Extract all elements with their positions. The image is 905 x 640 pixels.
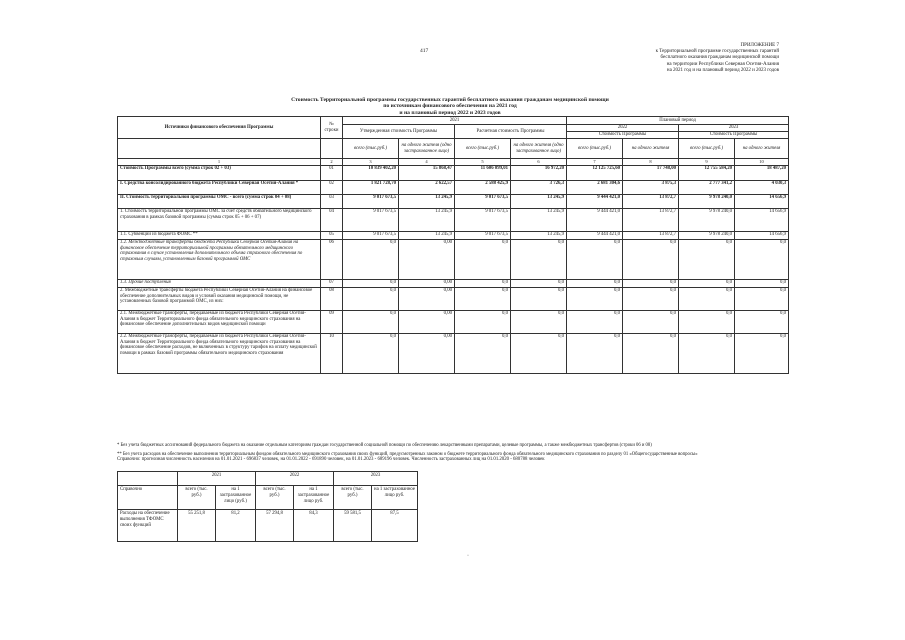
column-number: 9 <box>679 159 735 166</box>
cell-value: 0,0 <box>511 239 567 279</box>
cell-value: 0,0 <box>455 279 511 287</box>
cell-value: 9 017 673,5 <box>343 194 399 208</box>
header-year-2021: 2021 <box>343 117 567 125</box>
appendix-line: на 2021 год и на плановый период 2022 и 2023 годов <box>666 67 779 73</box>
ref-value: 81,2 <box>216 510 256 542</box>
row-code: 06 <box>321 239 343 279</box>
cell-value: 9 444 421,0 <box>567 194 623 208</box>
row-label: I. Средства консолидированного бюджета Республики Северная Осетия-Алания * <box>118 180 321 194</box>
cell-value: 3 726,3 <box>511 180 567 194</box>
header-year-2023: 2023 <box>679 125 789 132</box>
cell-value: 0,0 <box>623 239 679 279</box>
cell-value: 13 245,9 <box>511 231 567 239</box>
cell-value: 12 755 584,20 <box>679 165 735 180</box>
cell-value: 0,0 <box>735 333 789 373</box>
header-total: всего (тыс.руб.) <box>567 139 623 159</box>
header-per-capita: на одного жителя <box>623 139 679 159</box>
stray-dot: · <box>467 553 469 559</box>
cell-value: 9 978 240,0 <box>679 231 735 239</box>
cell-value: 4 030,3 <box>735 180 789 194</box>
cell-value: 14 656,9 <box>735 231 789 239</box>
page-number: 417 <box>420 48 429 54</box>
header-calc-cost: Расчетная стоимость Программы <box>455 125 567 139</box>
cell-value: 0,0 <box>679 310 735 333</box>
title-line: по источникам финансового обеспечения на 2021 год <box>383 103 517 110</box>
header-total: всего (тыс.руб.) <box>679 139 735 159</box>
cell-value: 10 839 402,20 <box>343 165 399 180</box>
cell-value: 0,0 <box>623 310 679 333</box>
row-code: 10 <box>321 333 343 373</box>
header-total: всего (тыс.руб.) <box>455 139 511 159</box>
ref-year: 2023 <box>334 472 418 486</box>
ref-col-total: всего (тыс. руб.) <box>334 486 372 510</box>
header-program-cost-2022: Стоимость Программы <box>567 132 679 139</box>
cell-value: 0,0 <box>343 279 399 287</box>
cell-value: 0,0 <box>455 287 511 310</box>
cell-value: 9 017 673,5 <box>343 231 399 239</box>
header-sources: Источники финансового обеспечения Программы <box>118 117 321 139</box>
cell-value: 0,0 <box>735 279 789 287</box>
cell-value: 0,0 <box>567 310 623 333</box>
table-row <box>118 208 789 231</box>
column-number: 4 <box>399 159 455 166</box>
cell-value: 3 875,3 <box>623 180 679 194</box>
cell-value: 17 748,00 <box>623 165 679 180</box>
header-per-capita: на одного жителя (одно застрахованное лицо) <box>399 139 455 159</box>
header-per-capita: на одного жителя (одно застрахованное лицо) <box>511 139 567 159</box>
cell-value: 0,0 <box>735 239 789 279</box>
row-code: 02 <box>321 180 343 194</box>
cell-value: 0,0 <box>455 333 511 373</box>
cell-value: 0,00 <box>399 287 455 310</box>
column-number: 8 <box>623 159 679 166</box>
cell-value: 13 245,9 <box>511 208 567 231</box>
cell-value: 0,0 <box>343 287 399 310</box>
row-code: 05 <box>321 231 343 239</box>
row-code: 08 <box>321 287 343 310</box>
row-label: 1.3. Прочие поступления <box>118 279 321 287</box>
row-code: 01 <box>321 165 343 180</box>
ref-expense-label: Расходы на обеспечение выполнения ТФОМС своих функций <box>118 510 178 542</box>
cell-value: 11 606 099,01 <box>455 165 511 180</box>
table-row <box>118 194 789 208</box>
ref-year: 2022 <box>256 472 334 486</box>
row-label: Стоимость Программы всего (сумма строк 02 + 03) <box>118 165 321 180</box>
reference-table <box>117 471 418 542</box>
cell-value: 9 978 240,0 <box>679 208 735 231</box>
cell-value: 2 622,57 <box>399 180 455 194</box>
cell-value: 0,0 <box>623 287 679 310</box>
cell-value: 9 444 421,0 <box>567 231 623 239</box>
ref-col-total: всего (тыс. руб.) <box>256 486 294 510</box>
appendix-line: на территории Республики Северная Осетия-Алания <box>666 61 779 67</box>
reference-note: Справочно: прогнозная численность населения на 01.01.2021 - 696837 человек, на 01.01.2022 - 691890 человек, на 01.01.2023 - 689196 человек. Численность застрахованных лиц на 01.01.2020 - 680788 человек <box>117 457 545 462</box>
cell-value: 0,0 <box>567 279 623 287</box>
header-program-cost-2023: Стоимость Программы <box>679 132 789 139</box>
cell-value: 13 872,7 <box>623 231 679 239</box>
cell-value: 0,0 <box>679 333 735 373</box>
cell-value: 1 821 728,70 <box>343 180 399 194</box>
cell-value: 9 017 673,5 <box>455 194 511 208</box>
cell-value: 0,0 <box>735 310 789 333</box>
column-number: 1 <box>118 159 321 166</box>
row-label: 2.1. Межбюджетные трансферты, передаваемые из бюджета Республики Северная Осетия-Алания в бюджет Территориального фонда обязательного медицинского страхования на финансовое обеспечение дополнительных видов медицинской помощи <box>118 310 321 333</box>
document-title <box>120 97 780 116</box>
cell-value: 0,0 <box>567 239 623 279</box>
table-row <box>118 333 789 373</box>
cell-value: 0,0 <box>735 287 789 310</box>
ref-row-label: Справочно <box>118 486 178 510</box>
row-label: 1.1. Субвенции из бюджета ФОМС ** <box>118 231 321 239</box>
cost-table <box>117 116 789 374</box>
cell-value: 2 588 425,9 <box>455 180 511 194</box>
table-row <box>118 279 789 287</box>
cell-value: 14 656,9 <box>735 194 789 208</box>
table-row <box>118 239 789 279</box>
column-number: 7 <box>567 159 623 166</box>
cell-value: 0,00 <box>399 310 455 333</box>
row-code: 04 <box>321 208 343 231</box>
appendix-line: ПРИЛОЖЕНИЕ 7 <box>740 43 779 48</box>
cell-value: 13 872,7 <box>623 194 679 208</box>
cell-value: 0,00 <box>399 239 455 279</box>
table-row <box>118 165 789 180</box>
cell-value: 9 017 673,5 <box>455 208 511 231</box>
table-row <box>118 287 789 310</box>
cell-value: 0,0 <box>623 279 679 287</box>
header-approved-cost: Утвержденная стоимость Программы <box>343 125 455 139</box>
cell-value: 0,0 <box>511 333 567 373</box>
ref-value: 87,5 <box>372 510 418 542</box>
cell-value: 2 681 304,6 <box>567 180 623 194</box>
ref-value: 55 251,8 <box>178 510 216 542</box>
cell-value: 0,0 <box>679 287 735 310</box>
cell-value: 0,00 <box>399 279 455 287</box>
cell-value: 15 868,47 <box>399 165 455 180</box>
appendix-line: бесплатного оказания гражданам медицинской помощи <box>660 55 779 61</box>
ref-col-total: всего (тыс. руб.) <box>178 486 216 510</box>
table-row <box>118 180 789 194</box>
column-number: 5 <box>455 159 511 166</box>
ref-col-per: на 1 застрахованное лицо руб. <box>372 486 418 510</box>
table-row <box>118 231 789 239</box>
footnote-1: * Без учета бюджетных ассигнований федерального бюджета на оказание отдельным категориям граждан государственной социальной помощи по обеспечению лекарственными препаратами, целевые программы, а также межбюджетных трансфертов (строки 06 и 08) <box>117 443 652 448</box>
cell-value: 12 125 725,60 <box>567 165 623 180</box>
row-label: 2. Межбюджетные трансферты бюджета Республики Северная Осетия-Алания на финансовое обеспечение дополнительных видов и условий оказания медицинской помощи, не установленных базовой программой ОМС, из них: <box>118 287 321 310</box>
ref-col-per: на 1 застрахованное лицо (руб.) <box>216 486 256 510</box>
column-number: 6 <box>511 159 567 166</box>
cell-value: 13 245,9 <box>399 231 455 239</box>
cell-value: 0,0 <box>567 333 623 373</box>
footnote-2: ** Без учета расходов на обеспечение выполнения территориальным фондом обязательного медицинского страхования своих функций, предусмотренных законом о бюджете территориального фонда обязательного медицинского страхования по разделу 01 «Общегосударственные вопросы» <box>117 452 698 457</box>
header-per-capita: на одного жителя <box>735 139 789 159</box>
header-row-no: № строки <box>321 117 343 139</box>
cell-value: 9 978 240,0 <box>679 194 735 208</box>
row-label: 2.2. Межбюджетные трансферты, передаваемые из бюджета Республики Северная Осетия-Алания в бюджет Территориального фонда обязательного медицинского страхования на финансовое обеспечение расходов, не включенных в структуру тарифов на оплату медицинской помощи в рамках базовой программы обязательного медицинского страхования <box>118 333 321 373</box>
cell-value: 0,0 <box>343 310 399 333</box>
cell-value: 13 245,9 <box>511 194 567 208</box>
cell-value: 0,0 <box>679 279 735 287</box>
appendix-line: к Территориальной программе государственных гарантий <box>655 49 779 55</box>
table-row <box>118 310 789 333</box>
cell-value: 0,00 <box>399 333 455 373</box>
column-number: 3 <box>343 159 399 166</box>
row-code: 07 <box>321 279 343 287</box>
cell-value: 9 444 421,0 <box>567 208 623 231</box>
cell-value: 16 972,20 <box>511 165 567 180</box>
cell-value: 0,0 <box>623 333 679 373</box>
row-code: 09 <box>321 310 343 333</box>
row-label: 1. Стоимость территориальной программы ОМС за счет средств обязательного медицинского страхования в рамках базовой программы (сумма строк 05 + 06 + 07) <box>118 208 321 231</box>
cell-value: 0,0 <box>567 287 623 310</box>
ref-year: 2021 <box>178 472 256 486</box>
cell-value: 13 245,9 <box>399 194 455 208</box>
header-total: всего (тыс.руб.) <box>343 139 399 159</box>
cell-value: 0,0 <box>511 287 567 310</box>
cell-value: 0,0 <box>679 239 735 279</box>
column-number: 2 <box>321 159 343 166</box>
cell-value: 14 656,9 <box>735 208 789 231</box>
row-label: II. Стоимость территориальной программы ОМС - всего (сумма строк 04 + 08) <box>118 194 321 208</box>
cell-value: 9 017 673,5 <box>455 231 511 239</box>
ref-value: 84,3 <box>294 510 334 542</box>
appendix-header <box>539 43 779 74</box>
cell-value: 0,0 <box>455 310 511 333</box>
header-year-2022: 2022 <box>567 125 679 132</box>
cell-value: 13 245,9 <box>399 208 455 231</box>
row-code: 03 <box>321 194 343 208</box>
row-label: 1.2. Межбюджетные трансферты бюджета Республики Северная Осетия-Алания на финансовое обеспечение территориальной программы обязательного медицинского страхования в случае установления дополнительного объема страхового обеспечения по страховым случаям, установленным базовой программой ОМС <box>118 239 321 279</box>
column-number: 10 <box>735 159 789 166</box>
ref-col-per: на 1 застрахованное лицо руб. <box>294 486 334 510</box>
cell-value: 0,0 <box>511 279 567 287</box>
cell-value: 18 487,20 <box>735 165 789 180</box>
cell-value: 0,0 <box>455 239 511 279</box>
cell-value: 0,0 <box>343 333 399 373</box>
title-line: Стоимость Территориальной программы государственных гарантий бесплатного оказания гражданам медицинской помощи <box>291 97 609 103</box>
cell-value: 13 872,7 <box>623 208 679 231</box>
ref-value: 57 294,8 <box>256 510 294 542</box>
cell-value: 2 777 341,2 <box>679 180 735 194</box>
cell-value: 9 017 673,5 <box>343 208 399 231</box>
cell-value: 0,0 <box>511 310 567 333</box>
title-line: и на плановый период 2022 и 2023 годов <box>399 109 501 116</box>
cell-value: 0,0 <box>343 239 399 279</box>
header-planning-period: Плановый период <box>567 117 789 125</box>
ref-value: 59 581,5 <box>334 510 372 542</box>
